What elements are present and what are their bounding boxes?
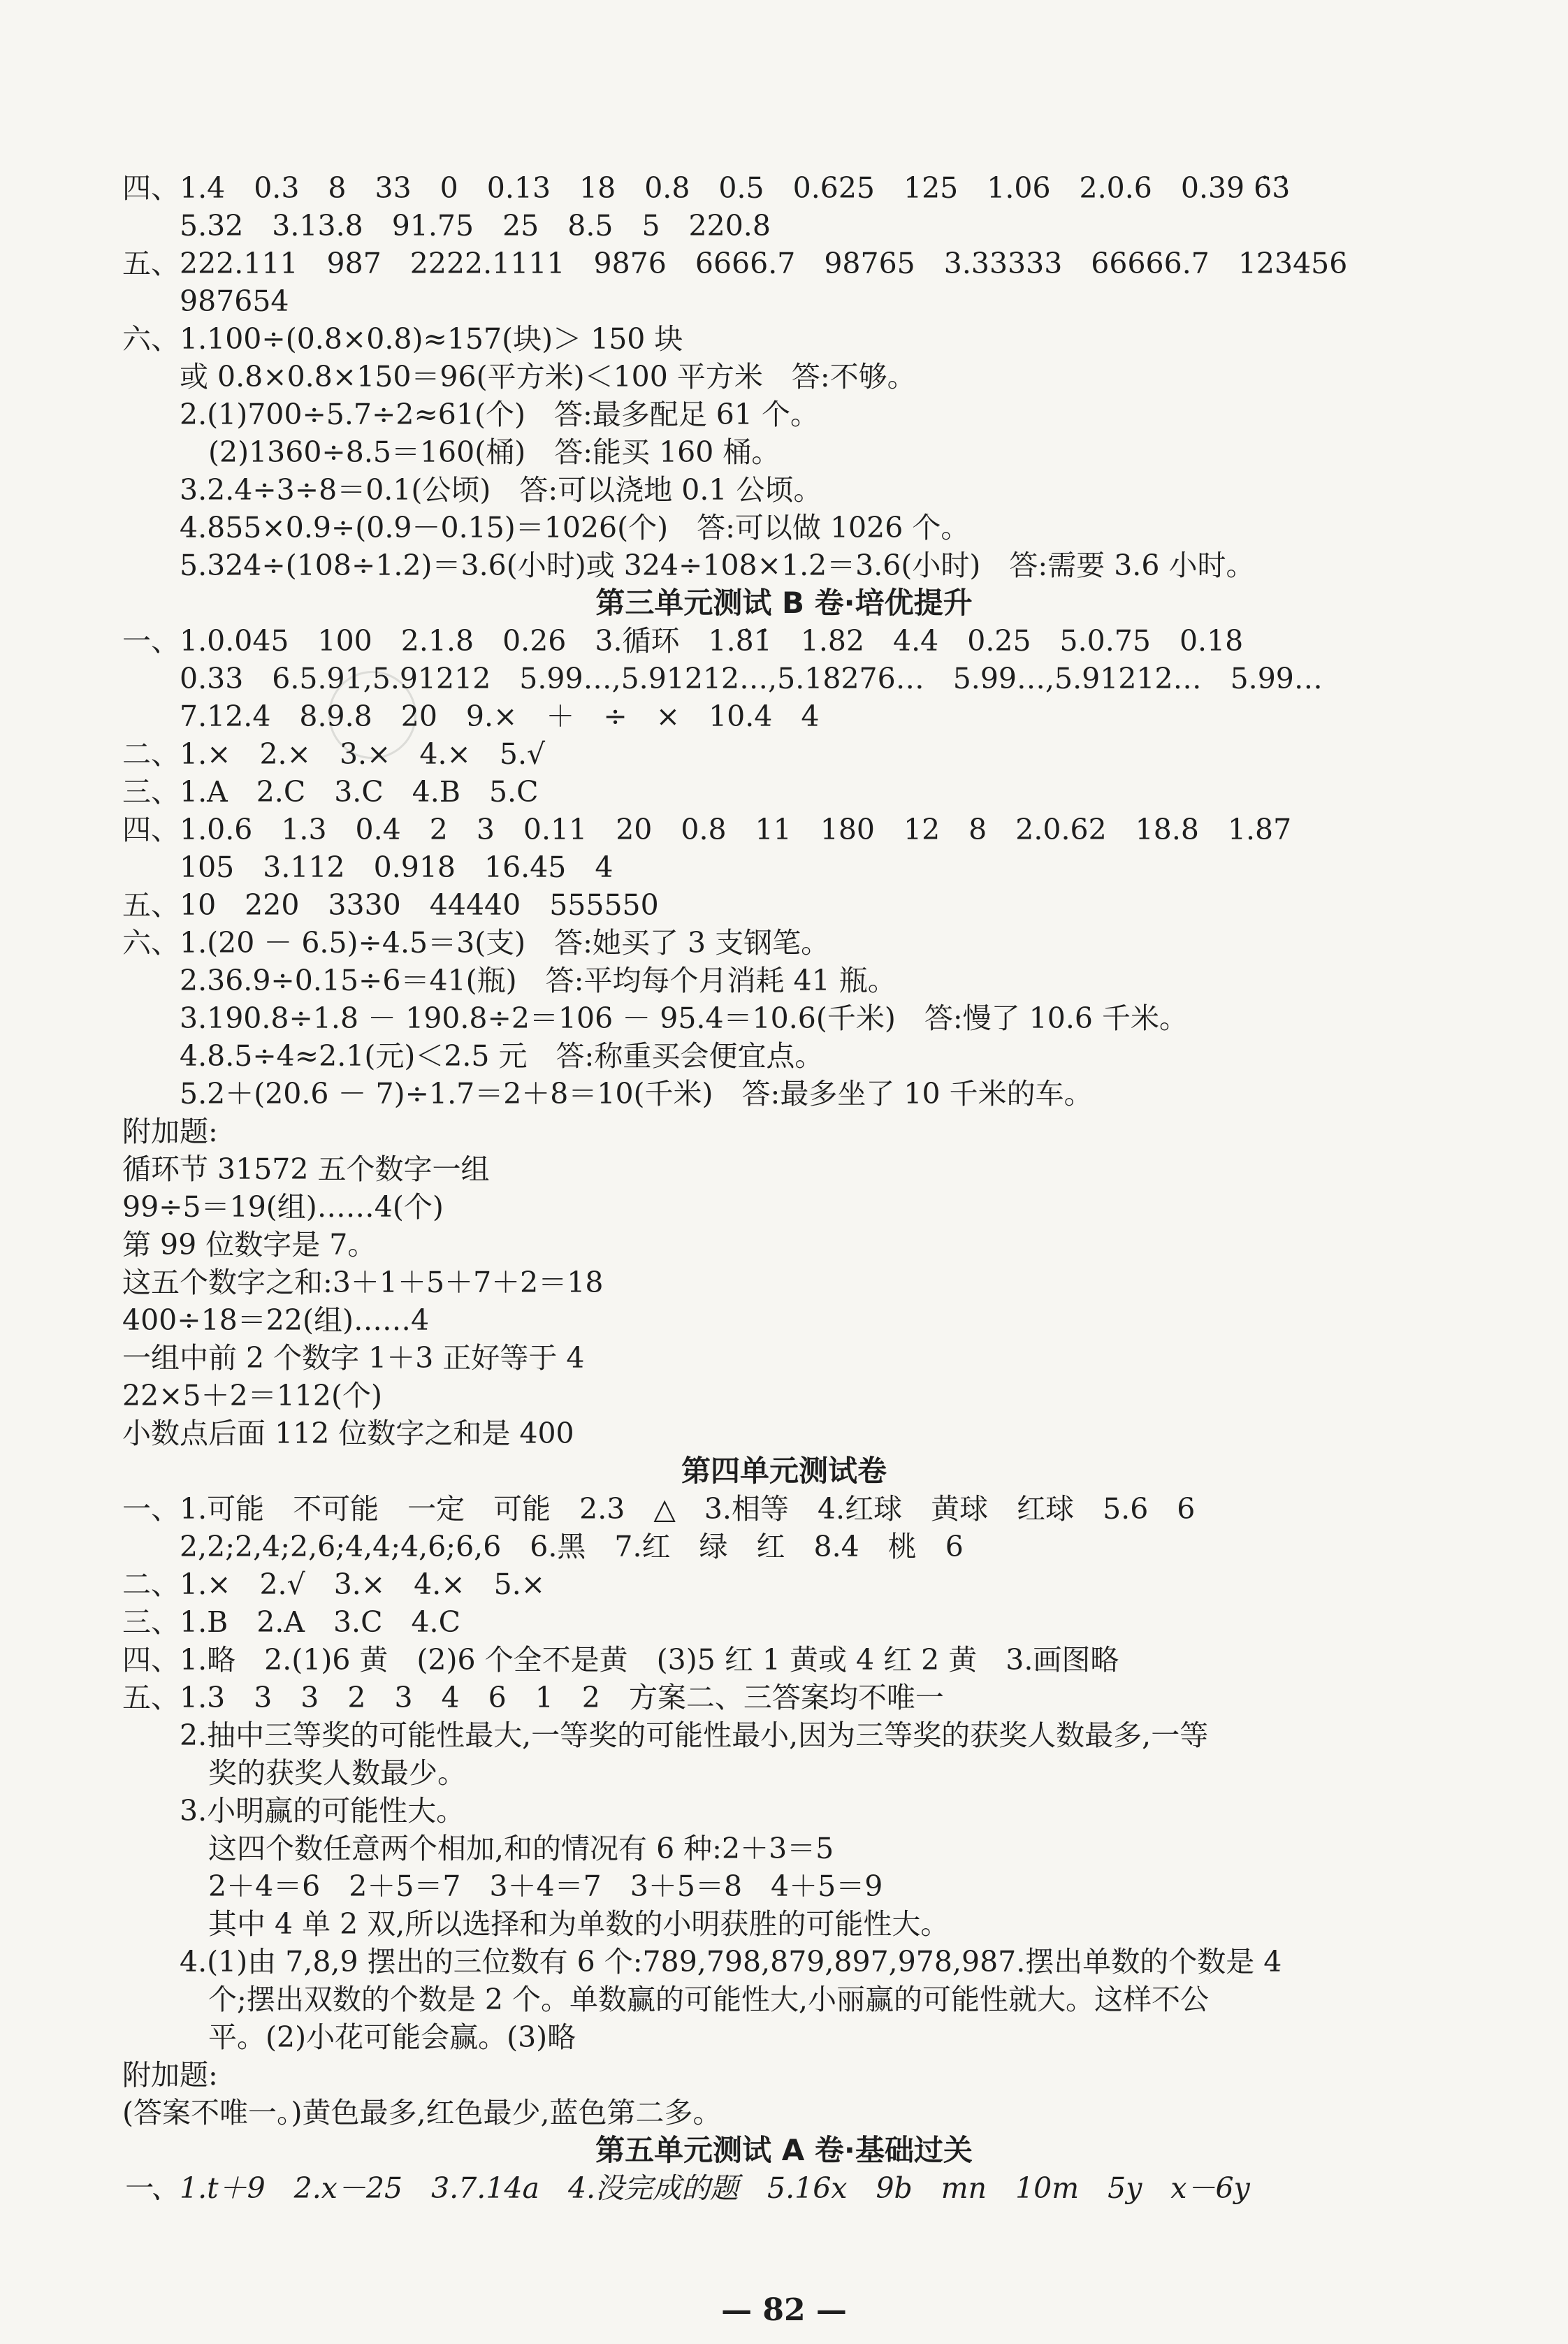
text-line: 循环节 31572 五个数字一组 [122, 1152, 490, 1186]
text-line: (2)1360÷8.5＝160(桶) 答:能买 160 桶。 [122, 435, 781, 469]
text-line: 2.(1)700÷5.7÷2≈61(个) 答:最多配足 61 个。 [122, 398, 820, 431]
text-line: 一组中前 2 个数字 1＋3 正好等于 4 [122, 1341, 585, 1375]
text-line: 一、1.t＋9 2.x－25 3.7.14a 4.没完成的题 5.16x 9b mn 10m 5y x－6y [122, 2171, 1250, 2205]
text-line: 22×5＋2＝112(个) [122, 1379, 382, 1412]
section-title-unit5-a: 第五单元测试 A 卷·基础过关 [595, 2133, 973, 2167]
text-line: 小数点后面 112 位数字之和是 400 [122, 1417, 574, 1450]
text-line: (答案不唯一。)黄色最多,红色最少,蓝色第二多。 [122, 2096, 722, 2129]
text-line: 987654 [122, 284, 289, 318]
text-line: 这五个数字之和:3＋1＋5＋7＋2＝18 [122, 1266, 604, 1299]
section-title-unit3-b: 第三单元测试 B 卷·培优提升 [595, 586, 973, 620]
text-line: 2,2;2,4;2,6;4,4;4,6;6,6 6.黑 7.红 绿 红 8.4 桃 6 [122, 1530, 964, 1563]
text-line: 3.190.8÷1.8 － 190.8÷2＝106 － 95.4＝10.6(千米) 答:慢了 10.6 千米。 [122, 1001, 1188, 1035]
text-line: 附加题: [122, 1115, 218, 1148]
text-line: 或 0.8×0.8×150＝96(平方米)＜100 平方米 答:不够。 [122, 360, 916, 393]
text-line: 三、1.B 2.A 3.C 4.C [122, 1605, 460, 1639]
text-line: 二、1.× 2.× 3.× 4.× 5.√ [122, 737, 546, 771]
text-line: 7.12.4 8.9.8 20 9.× ＋ ÷ × 10.4 4 [122, 700, 820, 733]
text-line: 这四个数任意两个相加,和的情况有 6 种:2＋3＝5 [122, 1832, 834, 1865]
text-line: 2.36.9÷0.15÷6＝41(瓶) 答:平均每个月消耗 41 瓶。 [122, 964, 896, 997]
text-line: 二、1.× 2.√ 3.× 4.× 5.× [122, 1568, 546, 1601]
text-line: 4.(1)由 7,8,9 摆出的三位数有 6 个:789,798,879,897,978,987.摆出单数的个数是 4 [122, 1945, 1282, 1978]
text-line: 105 3.112 0.918 16.45 4 [122, 851, 614, 884]
text-line: 一、1.可能 不可能 一定 可能 2.3 △ 3.相等 4.红球 黄球 红球 5.6 6 [122, 1492, 1196, 1526]
section-title-unit4: 第四单元测试卷 [681, 1454, 887, 1488]
text-line: 奖的获奖人数最少。 [122, 1756, 466, 1790]
text-line: 五、222.111 987 2222.1111 9876 6666.7 98765 3.33333 66666.7 123456 [122, 247, 1348, 280]
text-line: 3.小明赢的可能性大。 [122, 1794, 465, 1828]
text-line: 5.324÷(108÷1.2)＝3.6(小时)或 324÷108×1.2＝3.6(小时) 答:需要 3.6 小时。 [122, 549, 1255, 582]
text-line: 四、1.0.6 1.3 0.4 2 3 0.11 20 0.8 11 180 12 8 2.0.62 18.8 1.87 [122, 813, 1292, 846]
text-line: 3.2.4÷3÷8＝0.1(公顷) 答:可以浇地 0.1 公顷。 [122, 473, 822, 507]
text-line: 六、1.(20 － 6.5)÷4.5＝3(支) 答:她买了 3 支钢笔。 [122, 926, 830, 960]
text-line: 五、10 220 3330 44440 555550 [122, 888, 659, 922]
text-line: 99÷5＝19(组)……4(个) [122, 1190, 444, 1224]
text-line: 个;摆出双数的个数是 2 个。单数赢的可能性大,小丽赢的可能性就大。这样不公 [122, 1983, 1209, 2016]
text-line: 4.855×0.9÷(0.9－0.15)＝1026(个) 答:可以做 1026 个。 [122, 511, 970, 544]
text-line: 5.2＋(20.6 － 7)÷1.7＝2＋8＝10(千米) 答:最多坐了 10 千米的车。 [122, 1077, 1093, 1110]
text-line: 5.32 3.13.8 91.75 25 8.5 5 220.8 [122, 209, 771, 243]
text-line: 2.抽中三等奖的可能性最大,一等奖的可能性最小,因为三等奖的获奖人数最多,一等 [122, 1719, 1209, 1752]
text-line: 0.33 6.5.91,5.91212 5.99…,5.91212…,5.18276… 5.99…,5.91212… 5.99… [122, 662, 1323, 695]
page-number: — 82 — [721, 2292, 847, 2328]
text-line: 平。(2)小花可能会赢。(3)略 [122, 2020, 576, 2054]
text-line: 400÷18＝22(组)……4 [122, 1303, 430, 1337]
text-line: 一、1.0.045 100 2.1.8 0.26 3.循环 1.8̇1̇ 1.82 4.4 0.25 5.0.75 0.18 [122, 624, 1244, 658]
text-line: 五、1.3 3 3 2 3 4 6 1 2 方案二、三答案均不唯一 [122, 1681, 944, 1714]
text-line: 2＋4＝6 2＋5＝7 3＋4＝7 3＋5＝8 4＋5＝9 [122, 1869, 883, 1903]
text-line: 附加题: [122, 2058, 218, 2092]
text-line: 第 99 位数字是 7。 [122, 1228, 377, 1261]
text-line: 4.8.5÷4≈2.1(元)＜2.5 元 答:称重买会便宜点。 [122, 1039, 824, 1073]
text-line: 其中 4 单 2 双,所以选择和为单数的小明获胜的可能性大。 [122, 1907, 950, 1941]
text-line: 四、1.略 2.(1)6 黄 (2)6 个全不是黄 (3)5 红 1 黄或 4 红 2 黄 3.画图略 [122, 1643, 1119, 1677]
text-line: 三、1.A 2.C 3.C 4.B 5.C [122, 775, 539, 809]
text-line: 六、1.100÷(0.8×0.8)≈157(块)＞ 150 块 [122, 322, 683, 356]
text-line: 四、1.4 0.3 8 33 0 0.13 18 0.8 0.5 0.625 125 1.06 2.0.6 0.39 6̇3̇ [122, 171, 1291, 205]
